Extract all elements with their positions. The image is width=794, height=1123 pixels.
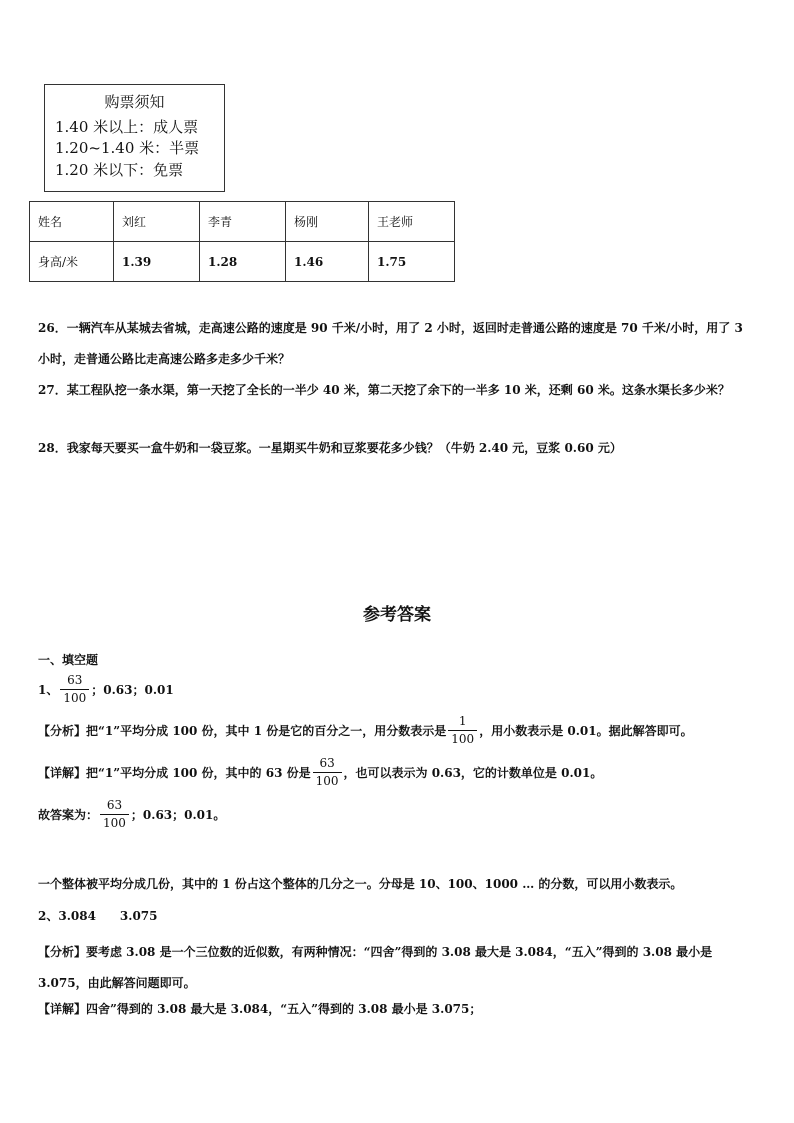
fraction-denominator: 100 xyxy=(315,774,339,788)
answer-2: 2、3.084 3.075 xyxy=(38,909,158,923)
answer-1-note: 一个整体被平均分成几份，其中的 1 份占这个整体的几分之一。分母是 10、100、1000 … 的分数，可以用小数表示。 xyxy=(38,877,683,891)
fraction-numerator: 1 xyxy=(448,713,477,731)
table-cell: 李青 xyxy=(200,202,286,242)
fraction xyxy=(60,672,89,707)
section-fill-blank: 一、填空题 xyxy=(38,653,99,667)
fraction-denominator: 100 xyxy=(103,816,126,830)
fraction-denominator: 100 xyxy=(451,732,475,746)
table-cell: 身高/米 xyxy=(30,242,114,282)
table-cell: 王老师 xyxy=(369,202,455,242)
result-text-after: ；0.63；0.01。 xyxy=(130,807,226,822)
table-cell: 1.46 xyxy=(286,242,369,282)
fraction-denominator: 100 xyxy=(63,691,87,705)
analysis-text-before: 【分析】把“1”平均分成 100 份，其中 1 份是它的百分之一，用分数表示是 xyxy=(38,723,447,738)
answers-title: 参考答案 xyxy=(363,605,431,625)
question-26: 26．一辆汽车从某城去省城，走高速公路的速度是 90 千米/小时，用了 2 小时，返回时走普通公路的速度是 70 千米/小时，用了 3 小时，走普通公路比走高速公路多走多少千米？ xyxy=(38,321,743,366)
fraction xyxy=(313,755,342,790)
question-28: 28．我家每天要买一盒牛奶和一袋豆浆。一星期买牛奶和豆浆要花多少钱？（牛奶 2.40 元，豆浆 0.60 元） xyxy=(38,441,622,455)
result-text-before: 故答案为： xyxy=(38,807,99,822)
answer-1-prefix: 1、 xyxy=(38,682,59,697)
table-cell: 杨刚 xyxy=(286,202,369,242)
detail-text-after: ，也可以表示为 0.63，它的计数单位是 0.01。 xyxy=(343,765,603,780)
notice-title: 购票须知 xyxy=(104,93,165,111)
notice-line-free: 1.20 米以下：免票 xyxy=(55,161,184,179)
table-cell: 1.75 xyxy=(369,242,455,282)
answer-1 xyxy=(38,672,758,707)
table-cell: 1.39 xyxy=(114,242,200,282)
table-cell: 刘红 xyxy=(114,202,200,242)
answer-1-suffix: ；0.63；0.01 xyxy=(91,682,174,697)
fraction xyxy=(100,797,129,832)
answer-2-analysis: 【分析】要考虑 3.08 是一个三位数的近似数，有两种情况：“四舍”得到的 3.08 最大是 3.084，“五入”得到的 3.08 最小是 3.075，由此解答问题即可。 xyxy=(38,945,713,990)
answer-1-result xyxy=(38,797,758,832)
table-cell: 姓名 xyxy=(30,202,114,242)
answer-1-analysis xyxy=(38,713,758,748)
notice-line-half: 1.20~1.40 米：半票 xyxy=(55,139,200,157)
detail-text-before: 【详解】把“1”平均分成 100 份，其中的 63 份是 xyxy=(38,765,311,780)
table-row-names xyxy=(30,202,455,242)
fraction-numerator: 63 xyxy=(100,797,129,815)
answer-1-detail xyxy=(38,755,758,790)
table-row-heights xyxy=(30,242,455,282)
table-cell: 1.28 xyxy=(200,242,286,282)
answer-2-detail: 【详解】四舍”得到的 3.08 最大是 3.084，“五入”得到的 3.08 最小是 3.075； xyxy=(38,1002,482,1016)
question-27: 27．某工程队挖一条水渠，第一天挖了全长的一半少 40 米，第二天挖了余下的一半多 10 米，还剩 60 米。这条水渠长多少米？ xyxy=(38,383,730,397)
fraction-numerator: 63 xyxy=(313,755,342,773)
height-table xyxy=(29,201,455,282)
fraction-numerator: 63 xyxy=(60,672,89,690)
notice-line-adult: 1.40 米以上：成人票 xyxy=(55,118,199,136)
fraction xyxy=(448,713,477,748)
ticket-notice-box xyxy=(44,84,225,192)
analysis-text-after: ，用小数表示是 0.01。据此解答即可。 xyxy=(479,723,693,738)
